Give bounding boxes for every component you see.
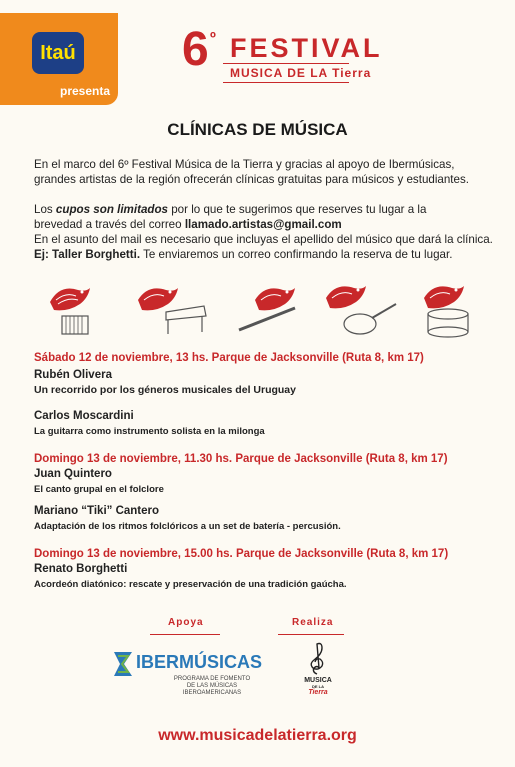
festival-number: 6 [182, 23, 209, 76]
info-line: Los cupos son limitados por lo que te sugerimos que reserves tu lugar a la [34, 203, 427, 216]
bird-flute-icon [235, 282, 305, 337]
info-paragraph [34, 202, 494, 262]
info-line: Ej: Taller Borghetti. Te enviaremos un correo confirmando la reserva de tu lugar. [34, 248, 453, 261]
intro-line: En el marco del 6º Festival Música de la Tierra y gracias al apoyo de Ibermúsicas, [34, 158, 455, 171]
realiza-rule [278, 634, 344, 635]
event-3-header: Domingo 13 de noviembre, 15.00 hs. Parque de Jacksonville (Ruta 8, km 17) [34, 548, 449, 560]
cupos-emphasis: cupos son limitados [55, 203, 169, 216]
event-1-artist-2: Carlos Moscardini [34, 410, 134, 422]
festival-sub: MUSICA DE LA Tierra [230, 66, 372, 80]
event-3-desc-1: Acordeón diatónico: rescate y preservación de una tradición gaúcha. [34, 579, 347, 590]
info-line: brevedad a través del correo llamado.artistas@gmail.com [34, 218, 342, 231]
apoya-label: Apoya [168, 617, 204, 628]
page-title: CLÍNICAS DE MÚSICA [167, 120, 348, 139]
info-line: En el asunto del mail es necesario que incluyas el apellido del músico que dará la clínica. [34, 233, 493, 246]
example-label: Ej: Taller Borghetti. [34, 248, 141, 261]
event-1-header: Sábado 12 de noviembre, 13 hs. Parque de Jacksonville (Ruta 8, km 17) [34, 352, 424, 364]
itau-logo: Itaú [32, 32, 84, 74]
bird-drum-icon [418, 280, 478, 340]
event-2-artist-2: Mariano “Tiki” Cantero [34, 505, 160, 517]
event-2-desc-1: El canto grupal en el folclore [34, 484, 164, 495]
website-link[interactable]: www.musicadelatierra.org [158, 727, 357, 744]
treble-clef-icon [306, 640, 328, 676]
festival-word: FESTIVAL [230, 33, 383, 63]
event-2-header: Domingo 13 de noviembre, 11.30 hs. Parque de Jacksonville (Ruta 8, km 17) [34, 453, 448, 465]
email-link[interactable]: llamado.artistas@gmail.com [184, 218, 342, 231]
event-3-artist-1: Renato Borghetti [34, 563, 128, 575]
intro-paragraph [34, 157, 494, 187]
realiza-label: Realiza [292, 617, 334, 628]
ibermusicas-logo-text: IBERMÚSICAS [136, 652, 263, 672]
event-1-desc-1: Un recorrido por los géneros musicales del Uruguay [34, 384, 296, 396]
event-1-desc-2: La guitarra como instrumento solista en la milonga [34, 426, 265, 437]
ibermusicas-subtitle: PROGRAMA DE FOMENTO DE LAS MÚSICAS IBEROAMERICANAS [173, 676, 251, 696]
event-2-artist-1: Juan Quintero [34, 468, 112, 480]
bird-piano-icon [132, 282, 212, 337]
bird-accordion-icon [40, 280, 110, 338]
intro-line: grandes artistas de la región ofrecerán clínicas gratuitas para músicos y estudiantes. [34, 173, 469, 186]
bird-guitar-icon [320, 280, 400, 338]
event-2-desc-2: Adaptación de los ritmos folclóricos a un set de batería - percusión. [34, 521, 341, 532]
ibermusicas-mark-icon [110, 648, 136, 680]
festival-ordinal: º [210, 30, 216, 47]
apoya-rule [150, 634, 220, 635]
event-1-artist-1: Rubén Olivera [34, 369, 112, 381]
presenta-label: presenta [60, 84, 111, 98]
realiza-logo: MUSICA DE LA Tierra [304, 677, 332, 696]
